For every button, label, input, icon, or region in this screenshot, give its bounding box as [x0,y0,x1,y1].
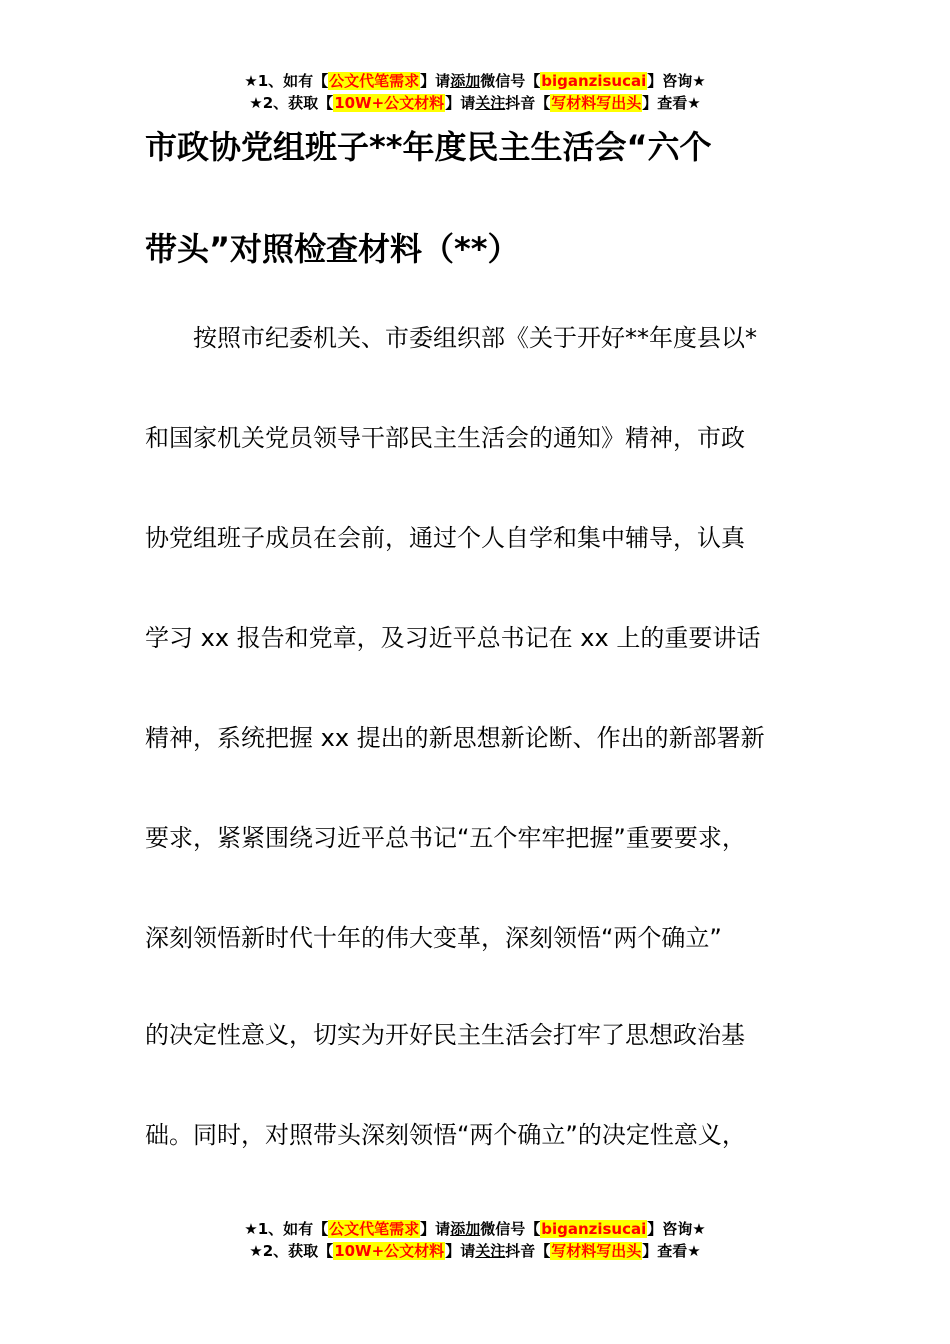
banner-underlined-text: 关注 [475,1242,506,1260]
highlight-materials: 10W+公文材料 [334,1242,445,1260]
top-banner [0,70,950,114]
banner-text: ★2、获取【 [249,94,334,112]
banner-text: 微信号【 [480,72,541,90]
body-line-7: 深刻领悟新时代十年的伟大变革，深刻领悟“两个确立” [145,924,722,952]
banner-text: 】查看★ [642,1242,701,1260]
banner-text: 微信号【 [480,1220,541,1238]
document-title-line-1: 市政协党组班子**年度民主生活会“六个 [145,128,712,166]
highlight-wechat-id: biganzisucai [541,1220,647,1238]
highlight-service: 公文代笔需求 [329,72,420,90]
banner-underlined-text: 添加 [450,1220,481,1238]
body-line-5: 精神，系统把握 xx 提出的新思想新论断、作出的新部署新 [145,724,765,752]
banner-underlined-text: 添加 [450,72,481,90]
banner-line-2 [0,1240,950,1262]
banner-text: 】请 [445,1242,476,1260]
banner-text: ★1、如有【 [244,1220,329,1238]
highlight-service: 公文代笔需求 [329,1220,420,1238]
bottom-banner [0,1218,950,1262]
banner-text: 抖音【 [505,94,551,112]
highlight-wechat-id: biganzisucai [541,72,647,90]
banner-text: 】请 [445,94,476,112]
banner-line-1 [0,1218,950,1240]
banner-text: 抖音【 [505,1242,551,1260]
banner-text: 】请 [420,72,451,90]
highlight-douyin-account: 写材料写出头 [551,1242,642,1260]
banner-text: ★2、获取【 [249,1242,334,1260]
banner-text: 】咨询★ [647,72,706,90]
body-line-3: 协党组班子成员在会前，通过个人自学和集中辅导，认真 [145,524,745,552]
banner-text: 】查看★ [642,94,701,112]
highlight-materials: 10W+公文材料 [334,94,445,112]
highlight-douyin-account: 写材料写出头 [551,94,642,112]
document-title-line-2: 带头”对照检查材料（**） [145,230,520,268]
banner-line-2 [0,92,950,114]
banner-line-1 [0,70,950,92]
banner-text: 】咨询★ [647,1220,706,1238]
body-line-9: 础。同时，对照带头深刻领悟“两个确立”的决定性意义， [145,1121,746,1149]
banner-text: 】请 [420,1220,451,1238]
body-line-6: 要求，紧紧围绕习近平总书记“五个牢牢把握”重要要求， [145,824,746,852]
banner-underlined-text: 关注 [475,94,506,112]
body-line-2: 和国家机关党员领导干部民主生活会的通知》精神，市政 [145,424,745,452]
body-line-8: 的决定性意义，切实为开好民主生活会打牢了思想政治基 [145,1021,745,1049]
banner-text: ★1、如有【 [244,72,329,90]
body-line-4: 学习 xx 报告和党章，及习近平总书记在 xx 上的重要讲话 [145,624,761,652]
body-line-1: 按照市纪委机关、市委组织部《关于开好**年度县以* [145,324,757,352]
